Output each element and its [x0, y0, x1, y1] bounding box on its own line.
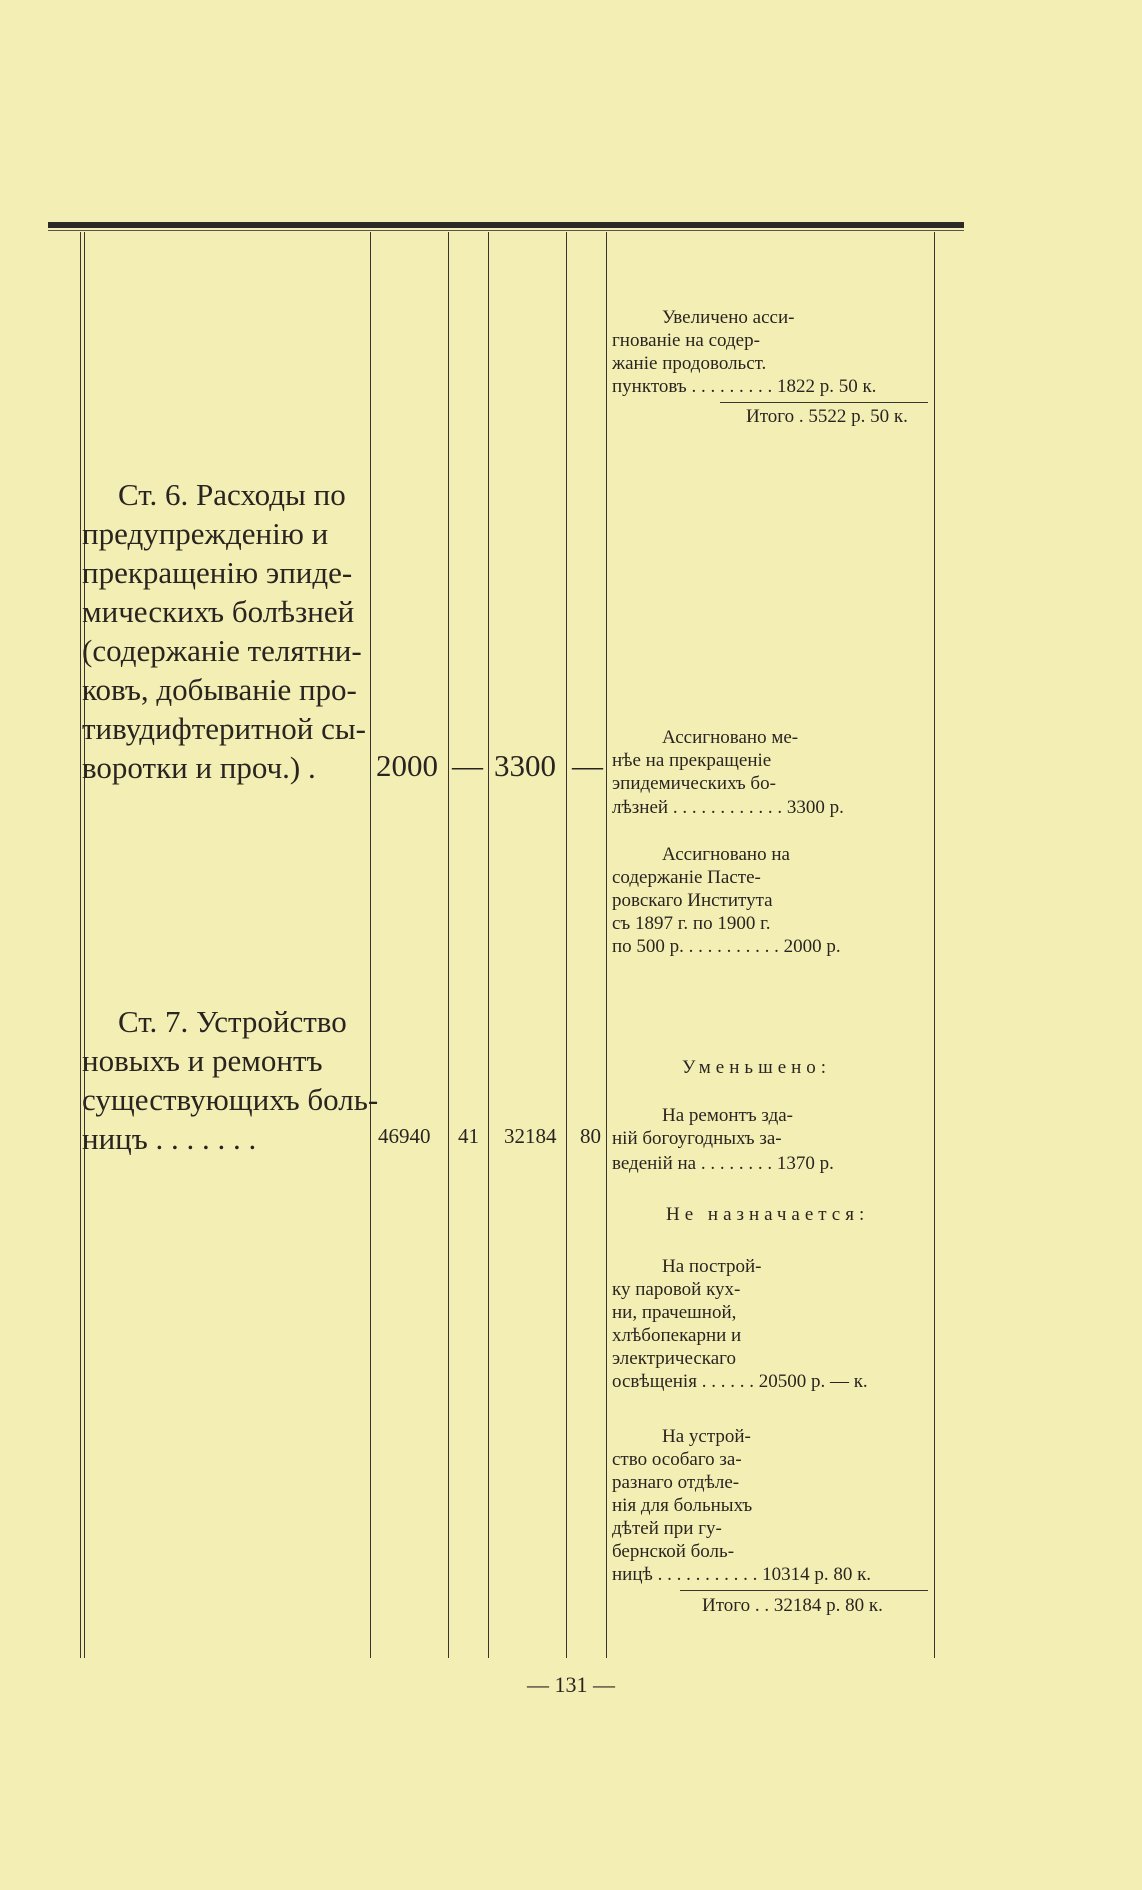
article6-line: тивудифтеритной сы-: [82, 711, 366, 746]
note-kitchen-line: ку паровой кух-: [612, 1279, 741, 1300]
note-decreased-heading: Уменьшено:: [682, 1057, 832, 1078]
note-infectious-line: ство особаго за-: [612, 1449, 742, 1470]
page-number: — 131 —: [527, 1672, 615, 1697]
article6-kopeks-col1: —: [452, 748, 483, 783]
note-kitchen-line: хлѣбопекарни и: [612, 1325, 742, 1346]
note-pasteur-line: ровскаго Института: [612, 890, 773, 911]
note-infectious-line: На устрой-: [662, 1426, 751, 1447]
note-increase-line: Увеличено асси-: [662, 307, 795, 328]
note-increase-line: гнованіе на содер-: [612, 330, 760, 351]
article7-line: Ст. 7. Устройство: [118, 1004, 347, 1039]
column-rule: [934, 232, 935, 1658]
column-rule: [370, 232, 371, 1658]
article7-rubles-col1: 46940: [378, 1124, 431, 1148]
note-infectious-line: ницѣ . . . . . . . . . . . 10314 р. 80 к.: [612, 1564, 872, 1585]
note-decreased-line: веденій на . . . . . . . . 1370 р.: [612, 1153, 834, 1174]
note-infectious-line: нія для больныхъ: [612, 1495, 753, 1516]
article6-rubles-col1: 2000: [376, 748, 438, 783]
note-pasteur-line: съ 1897 г. по 1900 г.: [612, 913, 771, 934]
article7-line: ницъ . . . . . . .: [82, 1121, 257, 1156]
top-rule-thin: [48, 230, 964, 231]
column-rule: [606, 232, 607, 1658]
article6-line: (содержаніе телятни-: [82, 633, 362, 668]
note-assigned-less-line: нѣе на прекращеніе: [612, 750, 772, 771]
article6-kopeks-col2: —: [572, 748, 603, 783]
article7-kopeks-col2: 80: [580, 1124, 601, 1148]
column-rule: [84, 232, 85, 1658]
article7-kopeks-col1: 41: [458, 1124, 479, 1148]
note-kitchen-line: На построй-: [662, 1256, 762, 1277]
subtotal-rule: [720, 402, 928, 403]
note-pasteur-line: Ассигновано на: [662, 844, 790, 865]
article7-line: новыхъ и ремонтъ: [82, 1043, 323, 1078]
article6-line: воротки и проч.) .: [82, 750, 316, 785]
top-rule: [48, 222, 964, 228]
column-rule: [80, 232, 81, 1658]
article6-rubles-col2: 3300: [494, 748, 556, 783]
note-assigned-less-line: эпидемическихъ бо-: [612, 773, 776, 794]
note-decreased-line: ній богоугодныхъ за-: [612, 1128, 782, 1149]
column-rule: [448, 232, 449, 1658]
article6-line: мическихъ болѣзней: [82, 594, 355, 629]
note-kitchen-line: освѣщенія . . . . . . 20500 р. — к.: [612, 1371, 868, 1392]
note-infectious-line: дѣтей при гу-: [612, 1518, 722, 1539]
column-rule: [566, 232, 567, 1658]
note-kitchen-line: ни, прачешной,: [612, 1302, 737, 1323]
article6-line: предупрежденію и: [82, 516, 329, 551]
article7-line: существующихъ боль-: [82, 1082, 379, 1117]
note-assigned-less-line: Ассигновано ме-: [662, 727, 799, 748]
article7-rubles-col2: 32184: [504, 1124, 557, 1148]
note-not-assigned-total: Итого . . 32184 р. 80 к.: [702, 1595, 883, 1616]
column-rule: [488, 232, 489, 1658]
note-increase-total: Итого . 5522 р. 50 к.: [746, 406, 908, 427]
note-kitchen-line: электрическаго: [612, 1348, 737, 1369]
note-assigned-less-line: лѣзней . . . . . . . . . . . . 3300 р.: [612, 797, 844, 818]
note-infectious-line: разнаго отдѣле-: [612, 1472, 740, 1493]
article6-line: ковъ, добываніе про-: [82, 672, 357, 707]
subtotal-rule: [680, 1590, 928, 1591]
note-pasteur-line: содержаніе Пасте-: [612, 867, 761, 888]
note-pasteur-line: по 500 р. . . . . . . . . . . 2000 р.: [612, 936, 841, 957]
note-increase-line: пунктовъ . . . . . . . . . 1822 р. 50 к.: [612, 376, 877, 397]
note-not-assigned-heading: Не назначается:: [666, 1204, 870, 1225]
note-infectious-line: бернской боль-: [612, 1541, 735, 1562]
article6-line: прекращенію эпиде-: [82, 555, 353, 590]
article6-line: Ст. 6. Расходы по: [118, 477, 346, 512]
note-increase-line: жаніе продовольст.: [612, 353, 767, 374]
note-decreased-line: На ремонтъ зда-: [662, 1105, 793, 1126]
